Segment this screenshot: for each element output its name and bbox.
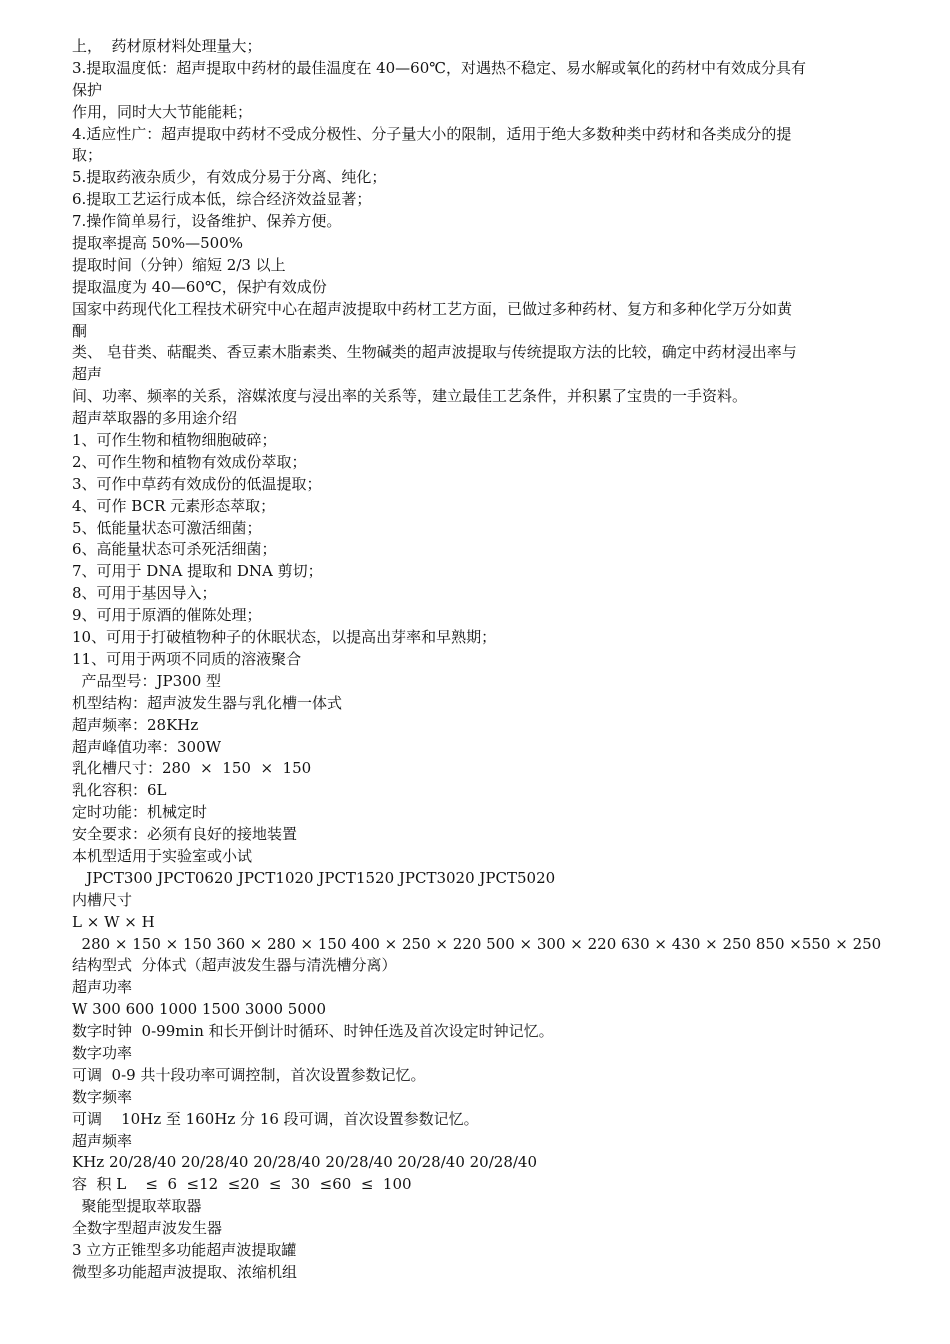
- text-line: 数字功率: [72, 1043, 133, 1062]
- text-line: 2、可作生物和植物有效成份萃取；: [72, 452, 307, 471]
- text-line: 全数字型超声波发生器: [72, 1219, 223, 1238]
- text-line: 可调 0-9 共十段功率可调控制，首次设置参数记忆。: [72, 1065, 426, 1084]
- text-line: KHz 20/28/40 20/28/40 20/28/40 20/28/40 20/28/40 20/28/40: [72, 1153, 538, 1172]
- text-line: 280 × 150 × 150 360 × 280 × 150 400 × 250 × 220 500 × 300 × 220 630 × 430 × 250 850 ×550 × 250: [72, 934, 882, 953]
- text-line: 3.提取温度低：超声提取中药材的最佳温度在 40—60℃，对遇热不稳定、易水解或氧化的药材中有效成分具有: [72, 58, 807, 77]
- text-line: 微型多功能超声波提取、浓缩机组: [72, 1262, 298, 1281]
- text-line: 容 积 L ≤ 6 ≤12 ≤20 ≤ 30 ≤60 ≤ 100: [72, 1175, 412, 1194]
- text-line: 超声频率: [72, 1131, 133, 1150]
- text-line: 聚能型提取萃取器: [72, 1197, 202, 1216]
- text-line: 4、可作 BCR 元素形态萃取；: [72, 496, 276, 515]
- text-line: 提取时间（分钟）缩短 2/3 以上: [72, 255, 286, 274]
- text-line: 类、 皂苷类、萜醌类、香豆素木脂素类、生物碱类的超声波提取与传统提取方法的比较，确定中药材浸出率与: [72, 343, 797, 362]
- text-line: 超声功率: [72, 978, 133, 997]
- text-line: 数字频率: [72, 1087, 133, 1106]
- text-line: 产品型号：JP300 型: [72, 671, 222, 690]
- text-line: 11、可用于两项不同质的溶液聚合: [72, 649, 302, 668]
- text-line: 作用，同时大大节能能耗；: [72, 102, 253, 121]
- text-line: 间、功率、频率的关系，溶媒浓度与浸出率的关系等，建立最佳工艺条件，并积累了宝贵的一手资料。: [72, 387, 748, 406]
- text-line: 提取率提高 50%—500%: [72, 234, 243, 253]
- text-line: 安全要求：必须有良好的接地装置: [72, 825, 298, 844]
- text-line: 9、可用于原酒的催陈处理；: [72, 606, 262, 625]
- text-line: 酮: [72, 321, 88, 340]
- text-line: 3 立方正锥型多功能超声波提取罐: [72, 1240, 297, 1259]
- text-line: 结构型式 分体式（超声波发生器与清洗槽分离）: [72, 956, 397, 975]
- text-line: 乳化槽尺寸：280 × 150 × 150: [72, 759, 312, 778]
- text-line: 上， 药材原材料处理量大；: [72, 37, 262, 55]
- text-line: 5、低能量状态可激活细菌；: [72, 518, 262, 537]
- text-line: 数字时钟 0-99min 和长开倒计时循环、时钟任选及首次设定时钟记忆。: [72, 1022, 554, 1041]
- text-line: 6、高能量状态可杀死活细菌；: [72, 540, 277, 559]
- text-line: 保护: [72, 80, 103, 99]
- text-line: 6.提取工艺运行成本低，综合经济效益显著；: [72, 190, 372, 209]
- text-line: JPCT300 JPCT0620 JPCT1020 JPCT1520 JPCT3020 JPCT5020: [72, 868, 556, 887]
- text-line: 超声: [72, 365, 103, 384]
- document-body: [72, 36, 882, 1284]
- text-line: 10、可用于打破植物种子的休眠状态，以提高出芽率和早熟期；: [72, 628, 497, 647]
- text-line: 7.操作简单易行，设备维护、保养方便。: [72, 212, 342, 231]
- text-line: 4.适应性广：超声提取中药材不受成分极性、分子量大小的限制，适用于绝大多数种类中药材和各类成分的提: [72, 124, 792, 143]
- text-line: 7、可用于 DNA 提取和 DNA 剪切；: [72, 562, 323, 581]
- text-line: 3、可作中草药有效成份的低温提取；: [72, 474, 322, 493]
- text-line: 超声峰值功率：300W: [72, 737, 222, 756]
- text-line: 1、可作生物和植物细胞破碎；: [72, 431, 277, 450]
- text-line: 取；: [72, 146, 103, 165]
- text-line: W 300 600 1000 1500 3000 5000: [72, 1000, 326, 1019]
- text-line: L × W × H: [72, 912, 155, 931]
- text-line: 超声频率：28KHz: [72, 715, 199, 734]
- text-line: 机型结构：超声波发生器与乳化槽一体式: [72, 693, 343, 712]
- text-line: 乳化容积：6L: [72, 781, 167, 800]
- text-line: 本机型适用于实验室或小试: [72, 846, 253, 865]
- text-line: 8、可用于基因导入；: [72, 584, 217, 603]
- text-line: 超声萃取器的多用途介绍: [72, 409, 238, 428]
- text-line: 5.提取药液杂质少，有效成分易于分离、纯化；: [72, 168, 387, 187]
- text-line: 提取温度为 40—60℃，保护有效成份: [72, 277, 327, 296]
- text-line: 可调 10Hz 至 160Hz 分 16 段可调，首次设置参数记忆。: [72, 1109, 479, 1128]
- text-line: 国家中药现代化工程技术研究中心在超声波提取中药材工艺方面，已做过多种药材、复方和多种化学万分如黄: [72, 299, 793, 318]
- text-line: 定时功能：机械定时: [72, 803, 208, 822]
- text-line: 内槽尺寸: [72, 890, 133, 909]
